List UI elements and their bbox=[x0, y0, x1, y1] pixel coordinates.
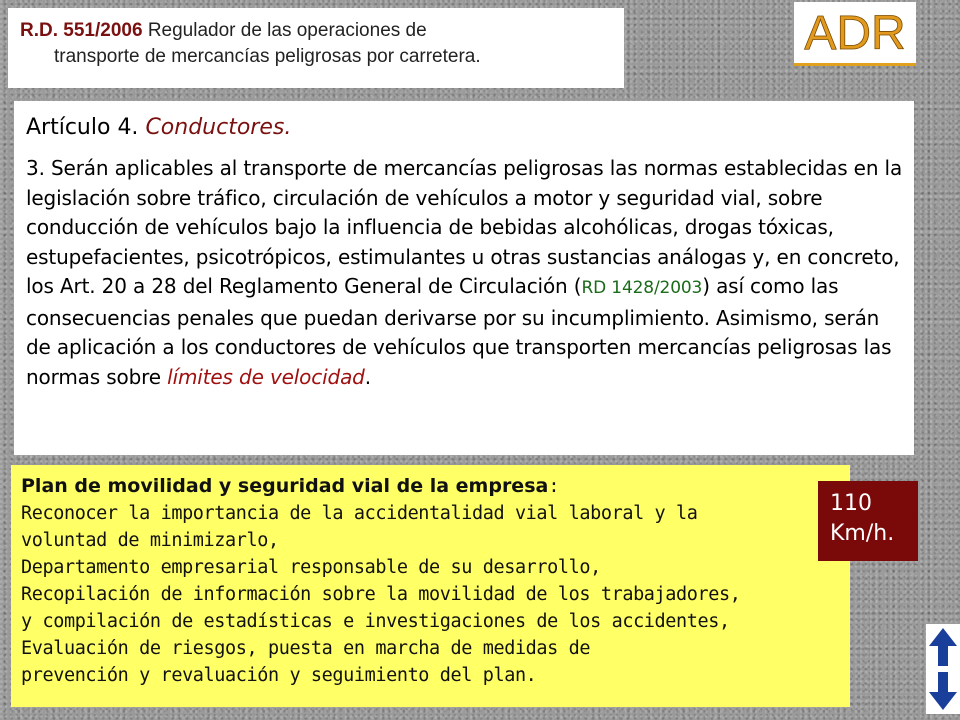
plan-line-1: Reconocer la importancia de la accidentalidad vial laboral y la bbox=[21, 503, 698, 524]
arrow-down-icon[interactable] bbox=[926, 669, 960, 714]
adr-logo bbox=[794, 2, 916, 66]
article-body-end: . bbox=[364, 364, 371, 389]
mobility-plan-box bbox=[11, 465, 850, 707]
article-box bbox=[14, 101, 914, 455]
article-title bbox=[26, 115, 904, 140]
plan-line-6: Evaluación de riesgos, puesta en marcha de medidas de bbox=[21, 638, 591, 659]
plan-line-5: y compilación de estadísticas e investigaciones de los accidentes, bbox=[21, 611, 730, 632]
article-title-italic: Conductores. bbox=[145, 115, 292, 140]
speed-limits-text: límites de velocidad bbox=[167, 364, 365, 389]
header-line-1 bbox=[20, 20, 612, 42]
adr-logo-text: ADR bbox=[804, 7, 906, 60]
article-body-part1: 3. Serán aplicables al transporte de mercancías peligrosas las normas establecidas en la legislación sobre tráfico, circulación de vehículos a motor y seguridad vial, sobre conducción de vehículos bajo la influencia de bebidas alcohólicas, drogas tóxicas, estupefacientes, psicotrópicos, estimulantes u otras sustancias análogas y, en concreto, los Art. 20 a 28 del Reglamento General de Circulación ( bbox=[26, 156, 903, 298]
speed-value: 110 bbox=[830, 491, 872, 516]
speed-limit-badge bbox=[818, 481, 918, 561]
speed-unit: Km/h. bbox=[830, 521, 895, 546]
rd-number: R.D. 551/2006 bbox=[20, 20, 143, 41]
plan-title-colon: : bbox=[548, 476, 560, 497]
adr-logo-graphic bbox=[794, 2, 916, 63]
plan-line-4: Recopilación de información sobre la movilidad de los trabajadores, bbox=[21, 584, 741, 605]
article-body-part2: ) así como las consecuencias penales que puedan derivarse por su incumplimiento. Asimismo, serán de aplicación a los conductores de vehículos que transporten mercancías peligrosas las normas sobre bbox=[26, 274, 892, 389]
arrow-up-icon[interactable] bbox=[926, 624, 960, 669]
header-title-box bbox=[8, 8, 624, 88]
article-title-prefix: Artículo 4. bbox=[26, 115, 139, 140]
plan-line-7: prevención y revaluación y seguimiento del plan. bbox=[21, 665, 537, 686]
header-title-line-2: transporte de mercancías peligrosas por carretera. bbox=[54, 46, 481, 67]
slide-navigation bbox=[926, 624, 960, 714]
plan-title: Plan de movilidad y seguridad vial de la empresa bbox=[21, 475, 549, 497]
plan-title-line bbox=[21, 473, 840, 500]
plan-line-3: Departamento empresarial responsable de su desarrollo, bbox=[21, 557, 601, 578]
plan-line-2: voluntad de minimizarlo, bbox=[21, 530, 279, 551]
header-title-line-1: Regulador de las operaciones de bbox=[147, 20, 427, 41]
rd-reference-link[interactable]: RD 1428/2003 bbox=[581, 278, 703, 298]
article-body bbox=[26, 154, 904, 392]
